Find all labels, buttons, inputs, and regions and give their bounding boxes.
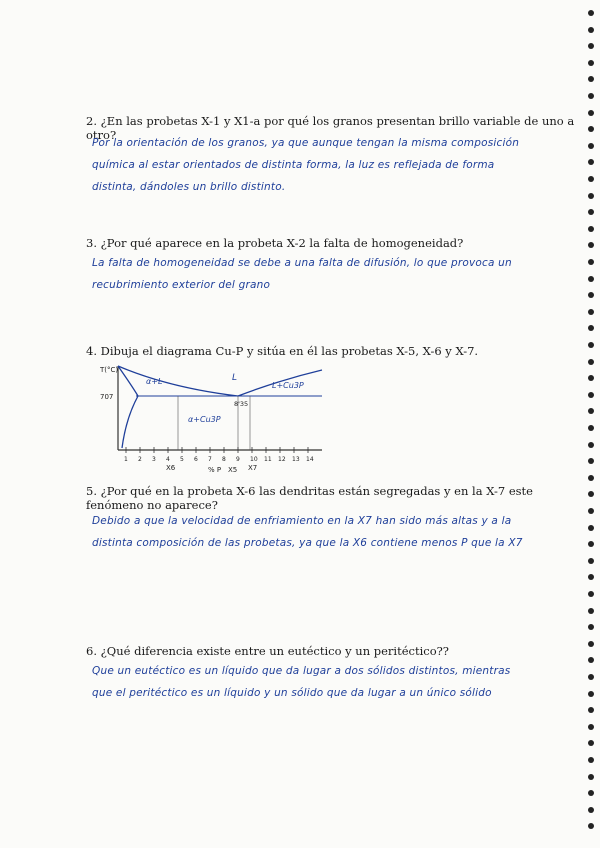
question-2: 2. ¿En las probetas X-1 y X1-a por qué los granos presentan brillo variable de uno a otro? bbox=[86, 114, 575, 142]
x-tick-label: 3 bbox=[152, 456, 156, 463]
x-tick-label: 12 bbox=[278, 456, 286, 463]
binding-hole bbox=[588, 60, 594, 66]
answer-2: Por la orientación de los granos, ya que aunque tengan la misma composición química al estar orientados de distinta forma, la luz es reflejada de forma distinta, dándoles un brillo distinto. bbox=[92, 137, 520, 193]
binding-hole bbox=[588, 508, 594, 514]
binding-hole bbox=[588, 259, 594, 265]
binding-hole bbox=[588, 27, 594, 33]
region-liquid: L bbox=[232, 373, 238, 383]
binding-hole bbox=[588, 641, 594, 647]
region-liquid-cu3p: L+Cu3P bbox=[272, 381, 304, 390]
binding-hole bbox=[588, 76, 594, 82]
binding-hole bbox=[588, 325, 594, 331]
x-tick-label: 13 bbox=[292, 456, 300, 463]
cu-p-phase-diagram bbox=[100, 358, 330, 478]
x-tick-label: 14 bbox=[306, 456, 314, 463]
binding-hole bbox=[588, 757, 594, 763]
binding-hole bbox=[588, 475, 594, 481]
x-axis-label: % P bbox=[208, 466, 222, 474]
binding-hole bbox=[588, 574, 594, 580]
binding-hole bbox=[588, 226, 594, 232]
binding-hole bbox=[588, 541, 594, 547]
x-tick-label: 9 bbox=[236, 456, 240, 463]
binding-hole bbox=[588, 608, 594, 614]
question-6: 6. ¿Qué diferencia existe entre un eutéctico y un peritéctico?? bbox=[86, 644, 449, 658]
binding-hole bbox=[588, 143, 594, 149]
binding-hole bbox=[588, 823, 594, 829]
binding-hole bbox=[588, 657, 594, 663]
binding-hole bbox=[588, 242, 594, 248]
binding-hole bbox=[588, 408, 594, 414]
binding-hole bbox=[588, 392, 594, 398]
binding-hole bbox=[588, 591, 594, 597]
x-tick-label: 4 bbox=[166, 456, 170, 463]
region-alpha-liquid: α+L bbox=[146, 377, 163, 386]
binding-hole bbox=[588, 707, 594, 713]
binding-hole bbox=[588, 624, 594, 630]
binding-hole bbox=[588, 342, 594, 348]
binding-hole bbox=[588, 359, 594, 365]
x-tick-label: 10 bbox=[250, 456, 258, 463]
question-4: 4. Dibuja el diagrama Cu-P y sitúa en él las probetas X-5, X-6 y X-7. bbox=[86, 344, 479, 358]
binding-hole bbox=[588, 525, 594, 531]
x-tick-label: 1 bbox=[124, 456, 128, 463]
binding-hole bbox=[588, 674, 594, 680]
binding-hole bbox=[588, 458, 594, 464]
question-5: 5. ¿Por qué en la probeta X-6 las dendritas están segregadas y en la X-7 este fenómeno no aparece? bbox=[86, 484, 533, 512]
binding-hole bbox=[588, 193, 594, 199]
solidus-line bbox=[118, 366, 138, 448]
binding-hole bbox=[588, 740, 594, 746]
answer-6: Que un eutéctico es un líquido que da lugar a dos sólidos distintos, mientras que el peritéctico es un líquido y un sólido que da lugar a un único sólido bbox=[92, 665, 511, 699]
binding-hole bbox=[588, 159, 594, 165]
x-tick-label: 11 bbox=[264, 456, 272, 463]
x-tick-label: 8 bbox=[222, 456, 226, 463]
probe-x5-label: X5 bbox=[228, 466, 238, 474]
x-tick-label: 7 bbox=[208, 456, 212, 463]
probe-x7-label: X7 bbox=[248, 464, 258, 472]
binding-hole bbox=[588, 691, 594, 697]
region-alpha-cu3p: α+Cu3P bbox=[188, 415, 221, 424]
binding-hole bbox=[588, 176, 594, 182]
binding-hole bbox=[588, 209, 594, 215]
x-tick-label: 5 bbox=[180, 456, 184, 463]
binding-hole bbox=[588, 491, 594, 497]
y-axis-label: T(°C) bbox=[100, 366, 119, 374]
binding-hole bbox=[588, 309, 594, 315]
question-3: 3. ¿Por qué aparece en la probeta X-2 la falta de homogeneidad? bbox=[86, 236, 464, 250]
binding-hole bbox=[588, 774, 594, 780]
x-ticks bbox=[124, 447, 314, 463]
binding-hole bbox=[588, 790, 594, 796]
binding-hole bbox=[588, 558, 594, 564]
binding-hole bbox=[588, 807, 594, 813]
answer-5: Debido a que la velocidad de enfriamiento en la X7 han sido más altas y a la distinta composición de las probetas, ya que la X6 contiene menos P que la X7 bbox=[92, 515, 523, 549]
probe-x6-label: X6 bbox=[166, 464, 176, 472]
binding-hole bbox=[588, 276, 594, 282]
binding-hole bbox=[588, 375, 594, 381]
binding-hole bbox=[588, 93, 594, 99]
binding-hole bbox=[588, 442, 594, 448]
x-tick-label: 6 bbox=[194, 456, 198, 463]
y-tick-707: 707 bbox=[100, 393, 114, 401]
binding-hole bbox=[588, 43, 594, 49]
x-tick-label: 2 bbox=[138, 456, 142, 463]
answer-3: La falta de homogeneidad se debe a una falta de difusión, lo que provoca un recubrimiento exterior del grano bbox=[92, 257, 512, 291]
binding-hole bbox=[588, 724, 594, 730]
eutectic-label: 8'35 bbox=[234, 400, 249, 408]
binding-hole bbox=[588, 10, 594, 16]
binding-hole bbox=[588, 425, 594, 431]
binding-hole bbox=[588, 292, 594, 298]
